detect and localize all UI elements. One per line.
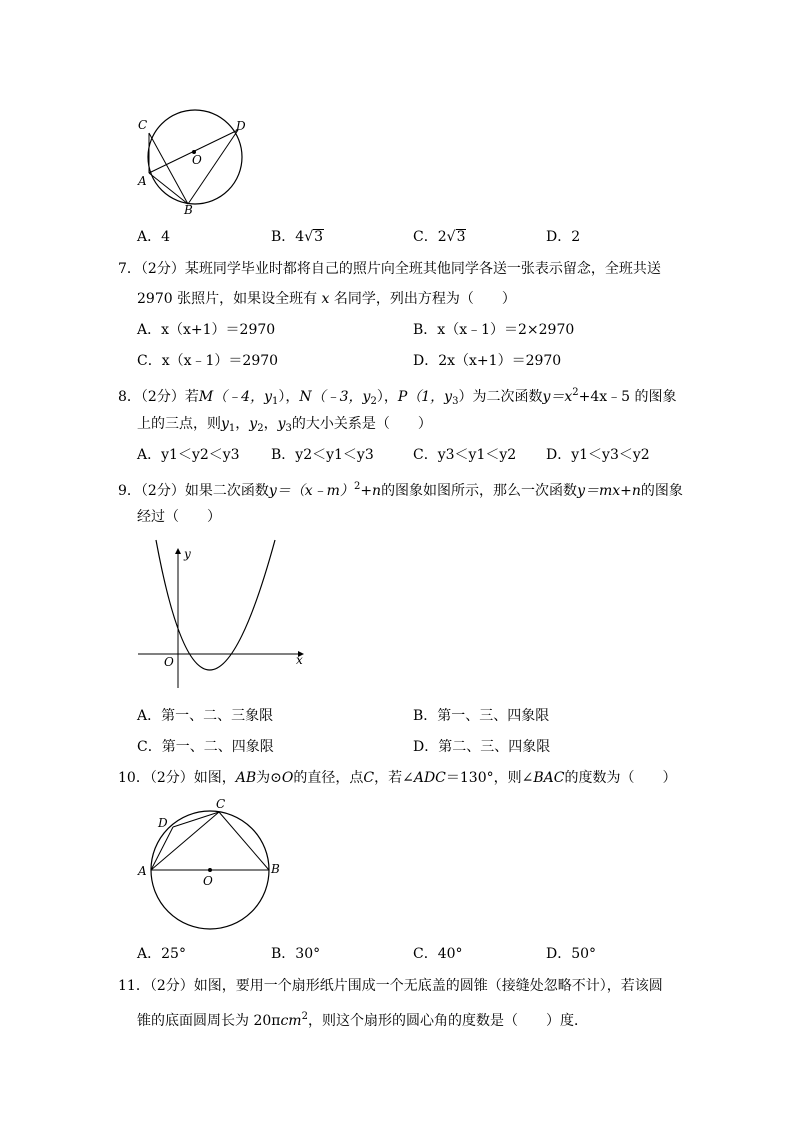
q7-option-c: C．x（x﹣1）＝2970 [137,353,279,369]
q6-option-b-radicand: 3 [314,229,324,245]
q8-stem-line2: 上的三点，则$y_1$，$y_2$，$y_3$的大小关系是（ ） [137,416,432,434]
q11-stem-line1: 11．（2分）如图，要用一个扇形纸片围成一个无底盖的圆锥（接缝处忽略不计），若该圆 [118,978,663,994]
q8-option-b: B．y2＜y1＜y3 [271,447,374,463]
q11-stem-line2: 锥的底面圆周长为 20πcm$^2$，则这个扇形的圆心角的度数是（ ）度． [137,1011,588,1029]
q6-option-c: C．2√3 [413,229,466,245]
q8-option-d: D．y1＜y3＜y2 [546,447,650,463]
q10-center-dot [208,868,212,872]
q10-option-b: B．30° [271,946,321,962]
q8-option-a: A．y1＜y2＜y3 [137,447,240,463]
q9-option-a: A．第一、二、三象限 [137,708,274,724]
q10-label-C: C [216,797,226,811]
q6-chord-DB [188,130,238,204]
q9-option-d: D．第二、三、四象限 [413,739,551,755]
q9-label-O: O [164,655,174,669]
q10-option-c: C．40° [413,946,463,962]
q6-label-B: B [184,203,193,217]
q6-label-O: O [192,153,202,167]
q10-option-d: D．50° [546,946,597,962]
q6-circle-figure [130,110,260,220]
q6-option-a: A．4 [137,229,171,245]
q9-option-b: B．第一、三、四象限 [413,708,550,724]
q6-label-D: D [236,119,246,133]
q10-label-O: O [203,874,213,888]
q6-label-A: A [138,174,147,188]
q9-stem-line2: 经过（ ） [137,509,221,525]
q9-parabola-curve [156,540,275,670]
q9-option-c: C．第一、二、四象限 [137,739,274,755]
q6-chord-AB [149,173,188,204]
q10-label-B: B [271,862,280,876]
q9-label-y: y [184,547,191,561]
q10-label-D: D [158,816,168,830]
q9-y-axis-arrow [175,548,181,554]
q10-circle-figure [135,795,285,930]
q9-parabola-figure [130,538,310,693]
q10-option-a: A．25° [137,946,186,962]
q10-stem: 10．（2分）如图，AB为⊙O的直径，点C，若∠ADC＝130°，则∠BAC的度数为（ ） [118,770,677,786]
q8-option-c: C．y3＜y1＜y2 [413,447,517,463]
q6-label-C: C [138,118,148,132]
q9-label-x: x [296,653,303,667]
q7-option-a: A．x（x+1）＝2970 [137,322,276,338]
q6-option-c-radicand: 3 [456,229,466,245]
q10-label-A: A [138,864,147,878]
q9-stem-line1: 9．（2分）如果二次函数y＝（x﹣m）$^2$+n的图象如图所示，那么一次函数y＝mx+n的图象 [118,481,683,499]
q8-stem-line1: 8．（2分）若M（﹣4，$y_1$），N（﹣3，$y_2$），P（1，$y_3$）为二次函数$y=x^2+4x﹣5$ 的图象 [118,387,677,407]
q7-option-b: B．x（x﹣1）＝2×2970 [413,322,575,338]
q6-chord-CB [149,133,188,204]
q7-stem-line2: 2970 张照片，如果设全班有 x 名同学，列出方程为（ ） [137,291,516,307]
q6-option-d: D．2 [546,229,581,245]
q7-stem-line1: 7．（2分）某班同学毕业时都将自己的照片向全班其他同学各送一张表示留念，全班共送 [118,261,661,277]
q6-option-b: B．4√3 [271,229,324,245]
q7-option-d: D．2x（x+1）＝2970 [413,353,562,369]
q10-chord-AD [151,827,173,870]
